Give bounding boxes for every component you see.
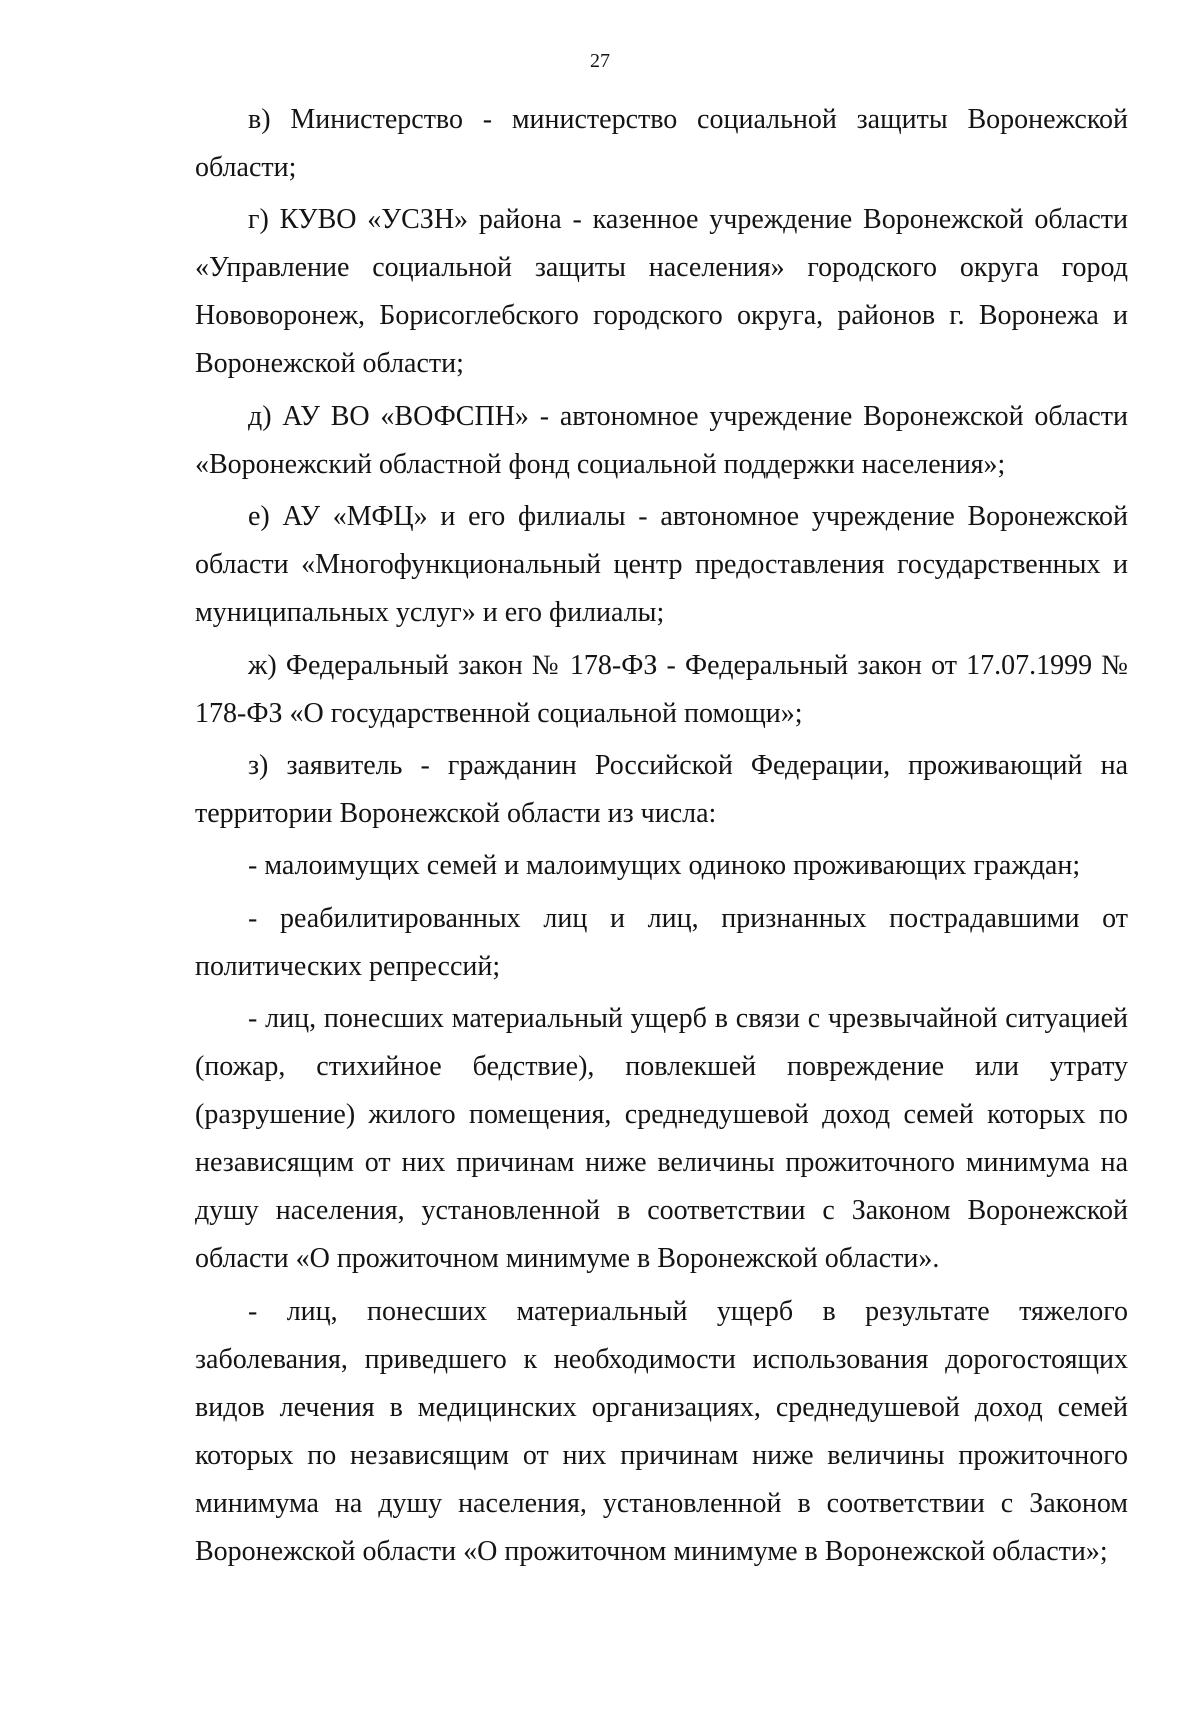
- applicant-category-rehabilitated: - реабилитированных лиц и лиц, признанных пострадавшими от политических репрессий;: [195, 902, 1128, 982]
- definition-au-mfc: е) АУ «МФЦ» и его филиалы - автономное учреждение Воронежской области «Многофункциональный центр предоставления государственных и муниципальных услуг» и его филиалы;: [195, 501, 1128, 629]
- applicant-category-emergency-damage: - лиц, понесших материальный ущерб в связи с чрезвычайной ситуацией (пожар, стихийное бедствие), повлекшей повреждение или утрату (разрушение) жилого помещения, среднедушевой доход семей которых по независящим от них причинам ниже величины прожиточного минимума на душу населения, установленной в соответствии с Законом Воронежской области «О прожиточном минимуме в Воронежской области».: [195, 1003, 1128, 1275]
- definition-ministry: в) Министерство - министерство социальной защиты Воронежской области;: [195, 104, 1128, 183]
- applicant-category-severe-illness: - лиц, понесших материальный ущерб в результате тяжелого заболевания, приведшего к необходимости использования дорогостоящих видов лечения в медицинских организациях, среднедушевой доход семей которых по независящим от них причинам ниже величины прожиточного минимума на душу населения, установленной в соответствии с Законом Воронежской области «О прожиточном минимуме в Воронежской области»;: [195, 1295, 1128, 1567]
- page-number: 27: [590, 50, 610, 72]
- definition-federal-law-178: ж) Федеральный закон № 178-ФЗ - Федеральный закон от 17.07.1999 № 178-ФЗ «О государственной социальной помощи»;: [195, 649, 1128, 729]
- definition-kuvo-uszn: г) КУВО «УСЗН» района - казенное учреждение Воронежской области «Управление социальной защиты населения» городского округа город Нововоронеж, Борисоглебского городского округа, районов г. Воронежа и Воронежской области;: [195, 204, 1128, 380]
- document-body: [195, 96, 1128, 1580]
- applicant-category-low-income: - малоимущих семей и малоимущих одиноко проживающих граждан;: [248, 850, 1081, 882]
- definition-au-vo-vofspn: д) АУ ВО «ВОФСПН» - автономное учреждение Воронежской области «Воронежский областной фонд социальной поддержки населения»;: [195, 400, 1128, 480]
- definition-applicant: з) заявитель - гражданин Российской Федерации, проживающий на территории Воронежской области из числа:: [195, 749, 1128, 829]
